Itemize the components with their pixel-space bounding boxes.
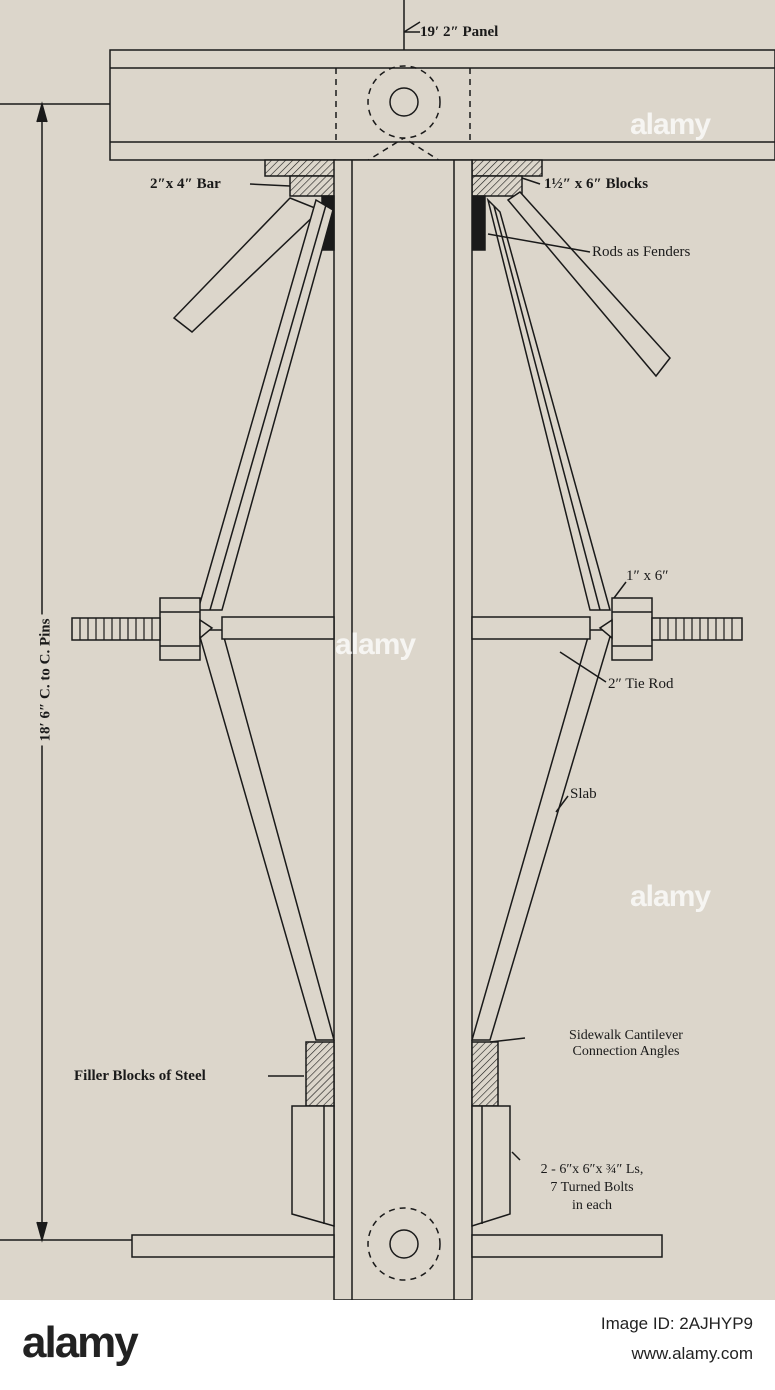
blocks-leader (522, 178, 540, 184)
bar-left (265, 160, 335, 176)
dimension-arrow-top (37, 104, 47, 122)
tie-rod-label: 2″ Tie Rod (608, 676, 674, 692)
watermark: alamy (630, 108, 711, 141)
main-post (334, 160, 472, 1300)
slab-upper-right (488, 200, 610, 610)
panel-arrow (404, 22, 420, 32)
bar-label: 2″x 4″ Bar (150, 176, 221, 192)
bottom-chord-left (132, 1235, 334, 1257)
angles-label-line2: 7 Turned Bolts (550, 1180, 634, 1195)
dimension-arrow-bottom (37, 1222, 47, 1240)
rod1x6-leader (614, 582, 626, 598)
angles-leader (512, 1152, 520, 1160)
filler-block-right (472, 1042, 498, 1106)
watermark: alamy (335, 628, 416, 661)
panel-label: 19′ 2″ Panel (420, 24, 499, 40)
nut-left (160, 598, 200, 660)
nut-right (612, 598, 652, 660)
bottom-chord-right (472, 1235, 662, 1257)
top-pin (390, 88, 418, 116)
top-chord (110, 50, 775, 160)
cantilever-label-line2: Connection Angles (572, 1044, 680, 1059)
stock-footer (0, 1300, 775, 1390)
threaded-rod-left (72, 618, 160, 640)
angle-right (472, 1106, 510, 1226)
watermark: alamy (630, 880, 711, 913)
angles-label-line3: in each (571, 1198, 613, 1213)
angle-left (292, 1106, 334, 1226)
bottom-pin (390, 1230, 418, 1258)
cantilever-label-line1: Sidewalk Cantilever (569, 1028, 683, 1043)
tie-rod-right (472, 617, 590, 639)
rod-1x6-label: 1″ x 6″ (626, 568, 669, 584)
site-url: www.alamy.com (631, 1344, 753, 1363)
tie-rod-left (222, 617, 334, 639)
bar-right (472, 160, 542, 176)
slab-lower-left (198, 630, 334, 1040)
block-right (472, 176, 522, 196)
vertical-dimension-label: 18′ 6″ C. to C. Pins (38, 615, 55, 746)
cantilever-leader (490, 1038, 525, 1042)
bar-leader (250, 184, 290, 186)
filler-block-left (306, 1042, 334, 1106)
slab-lower-right (472, 630, 612, 1040)
blocks-label: 1½″ x 6″ Blocks (544, 176, 649, 192)
rods-fenders-label: Rods as Fenders (592, 244, 691, 260)
threaded-rod-right (652, 618, 742, 640)
slab-label: Slab (570, 786, 597, 802)
block-left (290, 176, 335, 196)
filler-label: Filler Blocks of Steel (74, 1068, 206, 1084)
alamy-logo: alamy (22, 1318, 137, 1367)
fender-right (473, 196, 485, 250)
image-id: Image ID: 2AJHYP9 (600, 1314, 753, 1333)
angles-label-line1: 2 - 6″x 6″x ¾″ Ls, (540, 1162, 644, 1177)
